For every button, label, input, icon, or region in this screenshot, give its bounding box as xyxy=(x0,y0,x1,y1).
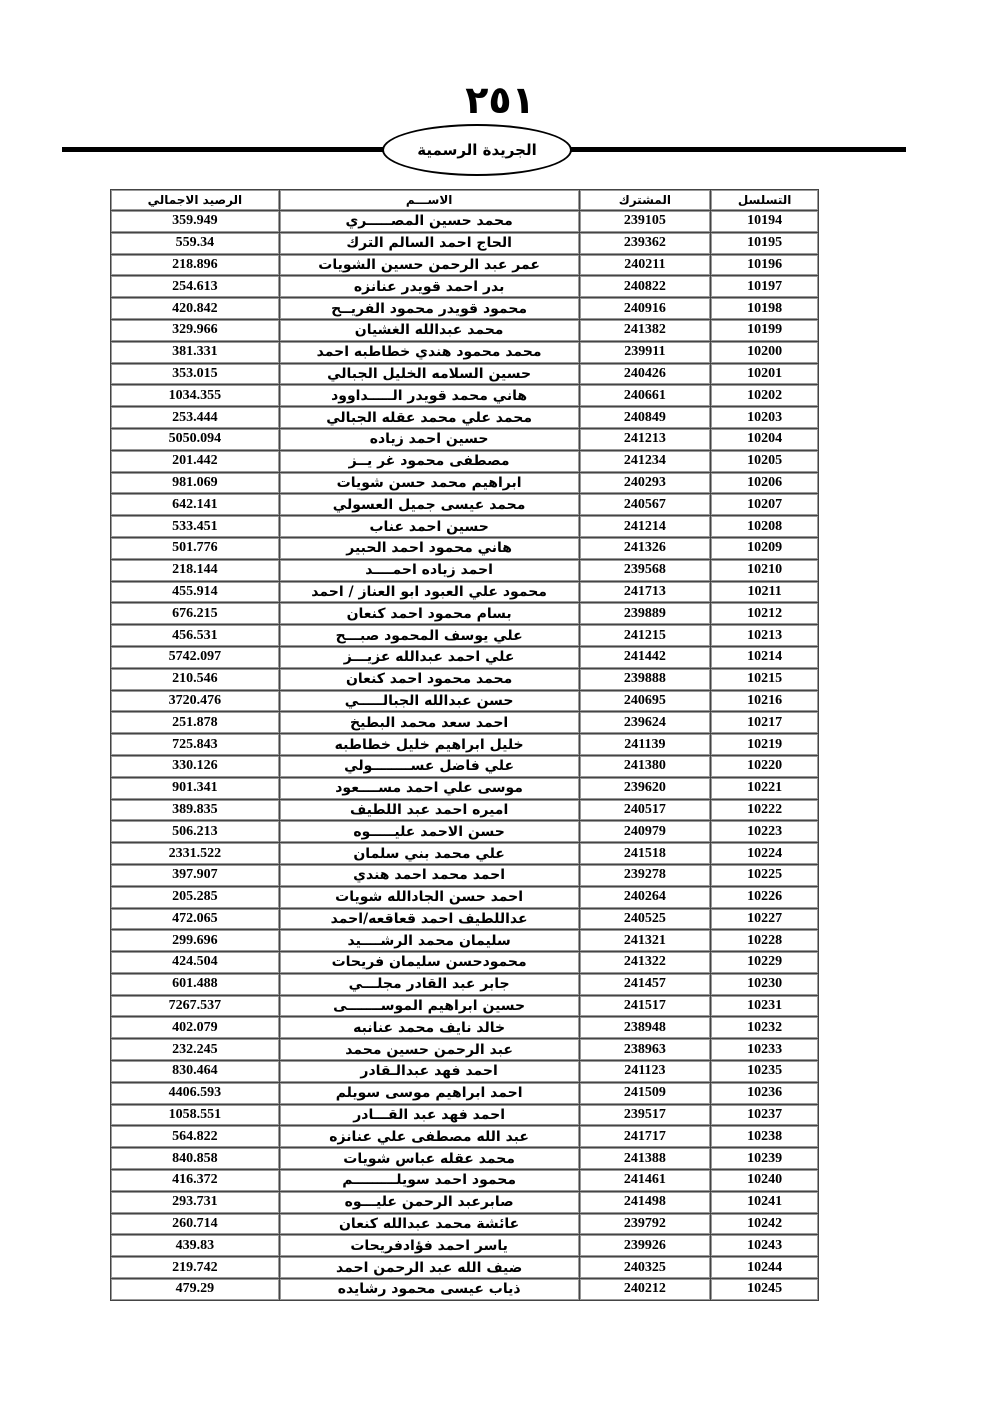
cell-name: عمر عبد الرحمن حسين الشويات xyxy=(279,254,579,276)
cell-name: الحاج احمد السالم الترك xyxy=(279,232,579,254)
cell-serial: 10211 xyxy=(711,581,819,603)
cell-subscriber: 240293 xyxy=(579,472,711,494)
table-row xyxy=(111,537,819,559)
cell-subscriber: 241321 xyxy=(579,930,711,952)
cell-serial: 10242 xyxy=(711,1213,819,1235)
cell-balance: 420.842 xyxy=(111,298,280,320)
table-row xyxy=(111,690,819,712)
cell-balance: 7267.537 xyxy=(111,995,280,1017)
table-row xyxy=(111,1170,819,1192)
table-row xyxy=(111,952,819,974)
cell-name: سليمان محمد الرشــــيد xyxy=(279,930,579,952)
cell-serial: 10226 xyxy=(711,886,819,908)
cell-serial: 10208 xyxy=(711,516,819,538)
cell-name: بسام محمود احمد كنعان xyxy=(279,603,579,625)
table-row xyxy=(111,995,819,1017)
table-row xyxy=(111,254,819,276)
cell-name: علي احمد عبدالله عزيـــز xyxy=(279,646,579,668)
cell-serial: 10244 xyxy=(711,1257,819,1279)
cell-subscriber: 241380 xyxy=(579,755,711,777)
table-row xyxy=(111,734,819,756)
cell-balance: 601.488 xyxy=(111,973,280,995)
cell-serial: 10207 xyxy=(711,494,819,516)
table-row xyxy=(111,799,819,821)
table-row xyxy=(111,276,819,298)
cell-subscriber: 239620 xyxy=(579,777,711,799)
table-row xyxy=(111,341,819,363)
column-header-subscriber: المشترك xyxy=(579,190,711,211)
cell-balance: 981.069 xyxy=(111,472,280,494)
cell-serial: 10201 xyxy=(711,363,819,385)
cell-balance: 205.285 xyxy=(111,886,280,908)
cell-subscriber: 240517 xyxy=(579,799,711,821)
table-row xyxy=(111,428,819,450)
cell-subscriber: 241442 xyxy=(579,646,711,668)
cell-name: محمد عيسى جميل العسولي xyxy=(279,494,579,516)
cell-subscriber: 240849 xyxy=(579,407,711,429)
cell-name: محمد عبدالله الغشيان xyxy=(279,319,579,341)
cell-serial: 10213 xyxy=(711,625,819,647)
header-rule-right xyxy=(570,147,906,152)
table-row xyxy=(111,777,819,799)
cell-name: حسن الاحمد عليـــــوه xyxy=(279,821,579,843)
cell-serial: 10223 xyxy=(711,821,819,843)
table-header-row xyxy=(111,190,819,211)
table-row xyxy=(111,864,819,886)
cell-name: خليل ابراهيم خليل خطاطبه xyxy=(279,734,579,756)
cell-subscriber: 241509 xyxy=(579,1082,711,1104)
cell-subscriber: 241498 xyxy=(579,1191,711,1213)
cell-serial: 10236 xyxy=(711,1082,819,1104)
cell-balance: 5050.094 xyxy=(111,428,280,450)
cell-name: محمد محمود هندي خطاطبه احمد xyxy=(279,341,579,363)
cell-name: جابر عبد القادر مجلـــي xyxy=(279,973,579,995)
cell-balance: 402.079 xyxy=(111,1017,280,1039)
cell-subscriber: 241518 xyxy=(579,843,711,865)
cell-serial: 10206 xyxy=(711,472,819,494)
cell-serial: 10204 xyxy=(711,428,819,450)
cell-serial: 10220 xyxy=(711,755,819,777)
cell-subscriber: 240325 xyxy=(579,1257,711,1279)
journal-title: الجريدة الرسمية xyxy=(417,141,537,159)
table-row xyxy=(111,821,819,843)
column-header-balance: الرصيد الاجمالي xyxy=(111,190,280,211)
cell-balance: 353.015 xyxy=(111,363,280,385)
cell-balance: 830.464 xyxy=(111,1061,280,1083)
cell-serial: 10198 xyxy=(711,298,819,320)
cell-balance: 533.451 xyxy=(111,516,280,538)
cell-serial: 10237 xyxy=(711,1104,819,1126)
journal-title-badge xyxy=(382,124,572,176)
cell-balance: 455.914 xyxy=(111,581,280,603)
cell-serial: 10209 xyxy=(711,537,819,559)
table-row xyxy=(111,407,819,429)
cell-subscriber: 241214 xyxy=(579,516,711,538)
cell-name: احمد حسن الجادالله شويات xyxy=(279,886,579,908)
table-row xyxy=(111,1104,819,1126)
cell-balance: 416.372 xyxy=(111,1170,280,1192)
cell-serial: 10228 xyxy=(711,930,819,952)
cell-name: موسى علي احمد مســــعود xyxy=(279,777,579,799)
cell-serial: 10196 xyxy=(711,254,819,276)
cell-serial: 10235 xyxy=(711,1061,819,1083)
cell-name: عائشة محمد عبدالله كنعان xyxy=(279,1213,579,1235)
cell-subscriber: 241382 xyxy=(579,319,711,341)
table-row xyxy=(111,1279,819,1301)
cell-subscriber: 239278 xyxy=(579,864,711,886)
cell-name: حسين احمد زياده xyxy=(279,428,579,450)
cell-name: محمد حسين المصـــــري xyxy=(279,211,579,233)
subscriber-balance-table xyxy=(110,189,819,1301)
cell-subscriber: 240211 xyxy=(579,254,711,276)
cell-subscriber: 240916 xyxy=(579,298,711,320)
cell-balance: 5742.097 xyxy=(111,646,280,668)
table-row xyxy=(111,668,819,690)
cell-subscriber: 241717 xyxy=(579,1126,711,1148)
cell-serial: 10203 xyxy=(711,407,819,429)
cell-balance: 472.065 xyxy=(111,908,280,930)
cell-serial: 10205 xyxy=(711,450,819,472)
cell-subscriber: 240567 xyxy=(579,494,711,516)
cell-subscriber: 240264 xyxy=(579,886,711,908)
cell-subscriber: 241139 xyxy=(579,734,711,756)
cell-serial: 10227 xyxy=(711,908,819,930)
cell-balance: 2331.522 xyxy=(111,843,280,865)
cell-name: ذياب عيسى محمود رشايده xyxy=(279,1279,579,1301)
table-row xyxy=(111,516,819,538)
table-row xyxy=(111,1257,819,1279)
cell-name: احمد سعد محمد البطيخ xyxy=(279,712,579,734)
table-row xyxy=(111,211,819,233)
cell-serial: 10221 xyxy=(711,777,819,799)
table-row xyxy=(111,472,819,494)
cell-serial: 10202 xyxy=(711,385,819,407)
cell-serial: 10217 xyxy=(711,712,819,734)
table-row xyxy=(111,1126,819,1148)
cell-balance: 506.213 xyxy=(111,821,280,843)
cell-subscriber: 241713 xyxy=(579,581,711,603)
cell-serial: 10224 xyxy=(711,843,819,865)
cell-name: ياسر احمد فؤادفريحات xyxy=(279,1235,579,1257)
table-row xyxy=(111,886,819,908)
cell-serial: 10238 xyxy=(711,1126,819,1148)
cell-name: ابراهيم محمد حسن شويات xyxy=(279,472,579,494)
cell-subscriber: 239888 xyxy=(579,668,711,690)
cell-subscriber: 238948 xyxy=(579,1017,711,1039)
cell-balance: 253.444 xyxy=(111,407,280,429)
cell-name: خالد نايف محمد عنانبه xyxy=(279,1017,579,1039)
cell-balance: 218.896 xyxy=(111,254,280,276)
table-row xyxy=(111,450,819,472)
cell-serial: 10240 xyxy=(711,1170,819,1192)
cell-name: ضيف الله عبد الرحمن احمد xyxy=(279,1257,579,1279)
cell-serial: 10232 xyxy=(711,1017,819,1039)
cell-balance: 501.776 xyxy=(111,537,280,559)
cell-balance: 840.858 xyxy=(111,1148,280,1170)
cell-balance: 293.731 xyxy=(111,1191,280,1213)
cell-balance: 456.531 xyxy=(111,625,280,647)
cell-balance: 389.835 xyxy=(111,799,280,821)
table-row xyxy=(111,559,819,581)
cell-name: بدر احمد قويدر عنانزه xyxy=(279,276,579,298)
cell-subscriber: 240661 xyxy=(579,385,711,407)
cell-serial: 10195 xyxy=(711,232,819,254)
cell-balance: 210.546 xyxy=(111,668,280,690)
table-row xyxy=(111,1213,819,1235)
cell-balance: 397.907 xyxy=(111,864,280,886)
cell-subscriber: 240212 xyxy=(579,1279,711,1301)
cell-name: احمد زياده احمــــد xyxy=(279,559,579,581)
cell-subscriber: 241388 xyxy=(579,1148,711,1170)
table-row xyxy=(111,973,819,995)
cell-balance: 901.341 xyxy=(111,777,280,799)
cell-name: محمد محمود احمد كنعان xyxy=(279,668,579,690)
page-number: ٢٥١ xyxy=(465,78,535,122)
cell-name: احمد ابراهيم موسى سويلم xyxy=(279,1082,579,1104)
cell-balance: 725.843 xyxy=(111,734,280,756)
cell-balance: 676.215 xyxy=(111,603,280,625)
cell-balance: 439.83 xyxy=(111,1235,280,1257)
cell-serial: 10243 xyxy=(711,1235,819,1257)
cell-name: محمود قويدر محمود الفريــح xyxy=(279,298,579,320)
cell-subscriber: 238963 xyxy=(579,1039,711,1061)
cell-balance: 359.949 xyxy=(111,211,280,233)
cell-balance: 424.504 xyxy=(111,952,280,974)
cell-balance: 381.331 xyxy=(111,341,280,363)
cell-name: اميره احمد عبد اللطيف xyxy=(279,799,579,821)
cell-balance: 329.966 xyxy=(111,319,280,341)
table-row xyxy=(111,494,819,516)
cell-name: حسن عبدالله الجبالـــــي xyxy=(279,690,579,712)
cell-name: حسين ابراهيم الموســـــــى xyxy=(279,995,579,1017)
cell-name: عبد الرحمن حسين محمد xyxy=(279,1039,579,1061)
cell-serial: 10200 xyxy=(711,341,819,363)
cell-serial: 10229 xyxy=(711,952,819,974)
table-row xyxy=(111,1191,819,1213)
cell-name: محمودحسن سليمان فريحات xyxy=(279,952,579,974)
table-row xyxy=(111,712,819,734)
table-row xyxy=(111,930,819,952)
cell-balance: 642.141 xyxy=(111,494,280,516)
cell-name: حسين احمد عناب xyxy=(279,516,579,538)
table-row xyxy=(111,646,819,668)
cell-name: عداللطيف احمد قعاقعه/احمد xyxy=(279,908,579,930)
table-row xyxy=(111,755,819,777)
cell-subscriber: 241322 xyxy=(579,952,711,974)
cell-serial: 10199 xyxy=(711,319,819,341)
cell-balance: 559.34 xyxy=(111,232,280,254)
cell-name: محمود احمد سويلـــــــــم xyxy=(279,1170,579,1192)
table-row xyxy=(111,1235,819,1257)
table-row xyxy=(111,1039,819,1061)
cell-subscriber: 241213 xyxy=(579,428,711,450)
cell-subscriber: 240525 xyxy=(579,908,711,930)
cell-serial: 10241 xyxy=(711,1191,819,1213)
cell-subscriber: 241326 xyxy=(579,537,711,559)
cell-serial: 10245 xyxy=(711,1279,819,1301)
cell-subscriber: 239911 xyxy=(579,341,711,363)
table-row xyxy=(111,1017,819,1039)
table-row xyxy=(111,603,819,625)
table-row xyxy=(111,1061,819,1083)
cell-subscriber: 241234 xyxy=(579,450,711,472)
cell-name: محمد عقله عباس شويات xyxy=(279,1148,579,1170)
cell-name: حسين السلامه الخليل الجبالي xyxy=(279,363,579,385)
cell-name: هاني محمود احمد الحبير xyxy=(279,537,579,559)
table-row xyxy=(111,908,819,930)
cell-serial: 10197 xyxy=(711,276,819,298)
table-row xyxy=(111,625,819,647)
cell-name: هاني محمد قويدر الـــــداوود xyxy=(279,385,579,407)
cell-subscriber: 240822 xyxy=(579,276,711,298)
column-header-name: الاســـم xyxy=(279,190,579,211)
cell-name: احمد محمد احمد هندي xyxy=(279,864,579,886)
table-row xyxy=(111,363,819,385)
column-header-serial: التسلسل xyxy=(711,190,819,211)
cell-serial: 10216 xyxy=(711,690,819,712)
cell-balance: 564.822 xyxy=(111,1126,280,1148)
cell-balance: 330.126 xyxy=(111,755,280,777)
cell-subscriber: 239792 xyxy=(579,1213,711,1235)
cell-subscriber: 241457 xyxy=(579,973,711,995)
cell-subscriber: 239568 xyxy=(579,559,711,581)
cell-subscriber: 241215 xyxy=(579,625,711,647)
cell-name: مصطفى محمود غر يــز xyxy=(279,450,579,472)
cell-subscriber: 240426 xyxy=(579,363,711,385)
cell-name: عبد الله مصطفى علي عنانزه xyxy=(279,1126,579,1148)
cell-serial: 10210 xyxy=(711,559,819,581)
cell-subscriber: 241461 xyxy=(579,1170,711,1192)
table-row xyxy=(111,298,819,320)
table-row xyxy=(111,1148,819,1170)
cell-serial: 10239 xyxy=(711,1148,819,1170)
cell-balance: 251.878 xyxy=(111,712,280,734)
header-rule-left xyxy=(62,147,384,152)
cell-balance: 1058.551 xyxy=(111,1104,280,1126)
cell-subscriber: 241123 xyxy=(579,1061,711,1083)
cell-balance: 219.742 xyxy=(111,1257,280,1279)
table-row xyxy=(111,1082,819,1104)
cell-balance: 260.714 xyxy=(111,1213,280,1235)
cell-subscriber: 241517 xyxy=(579,995,711,1017)
cell-balance: 254.613 xyxy=(111,276,280,298)
cell-serial: 10233 xyxy=(711,1039,819,1061)
cell-name: محمد علي محمد عقله الجبالي xyxy=(279,407,579,429)
cell-balance: 232.245 xyxy=(111,1039,280,1061)
cell-name: محمود علي العبود ابو العناز / احمد xyxy=(279,581,579,603)
cell-serial: 10222 xyxy=(711,799,819,821)
cell-balance: 479.29 xyxy=(111,1279,280,1301)
cell-balance: 1034.355 xyxy=(111,385,280,407)
cell-balance: 299.696 xyxy=(111,930,280,952)
cell-balance: 218.144 xyxy=(111,559,280,581)
cell-subscriber: 240695 xyxy=(579,690,711,712)
cell-serial: 10231 xyxy=(711,995,819,1017)
cell-name: احمد فهد عبدالـقادر xyxy=(279,1061,579,1083)
cell-subscriber: 239362 xyxy=(579,232,711,254)
cell-serial: 10230 xyxy=(711,973,819,995)
cell-name: علي يوسف المحمود صبـــح xyxy=(279,625,579,647)
cell-subscriber: 239105 xyxy=(579,211,711,233)
cell-balance: 201.442 xyxy=(111,450,280,472)
cell-serial: 10219 xyxy=(711,734,819,756)
cell-serial: 10194 xyxy=(711,211,819,233)
cell-name: صابرعبد الرحمن عليـــوه xyxy=(279,1191,579,1213)
cell-serial: 10214 xyxy=(711,646,819,668)
table-row xyxy=(111,232,819,254)
cell-name: علي فاضل عســــــــولي xyxy=(279,755,579,777)
cell-name: احمد فهد عبد القـــادر xyxy=(279,1104,579,1126)
table-row xyxy=(111,319,819,341)
cell-serial: 10225 xyxy=(711,864,819,886)
cell-subscriber: 239926 xyxy=(579,1235,711,1257)
table-row xyxy=(111,581,819,603)
cell-serial: 10212 xyxy=(711,603,819,625)
cell-subscriber: 239624 xyxy=(579,712,711,734)
table-row xyxy=(111,385,819,407)
cell-subscriber: 239517 xyxy=(579,1104,711,1126)
table-row xyxy=(111,843,819,865)
cell-serial: 10215 xyxy=(711,668,819,690)
cell-balance: 3720.476 xyxy=(111,690,280,712)
cell-balance: 4406.593 xyxy=(111,1082,280,1104)
cell-subscriber: 239889 xyxy=(579,603,711,625)
cell-subscriber: 240979 xyxy=(579,821,711,843)
cell-name: علي محمد بني سلمان xyxy=(279,843,579,865)
